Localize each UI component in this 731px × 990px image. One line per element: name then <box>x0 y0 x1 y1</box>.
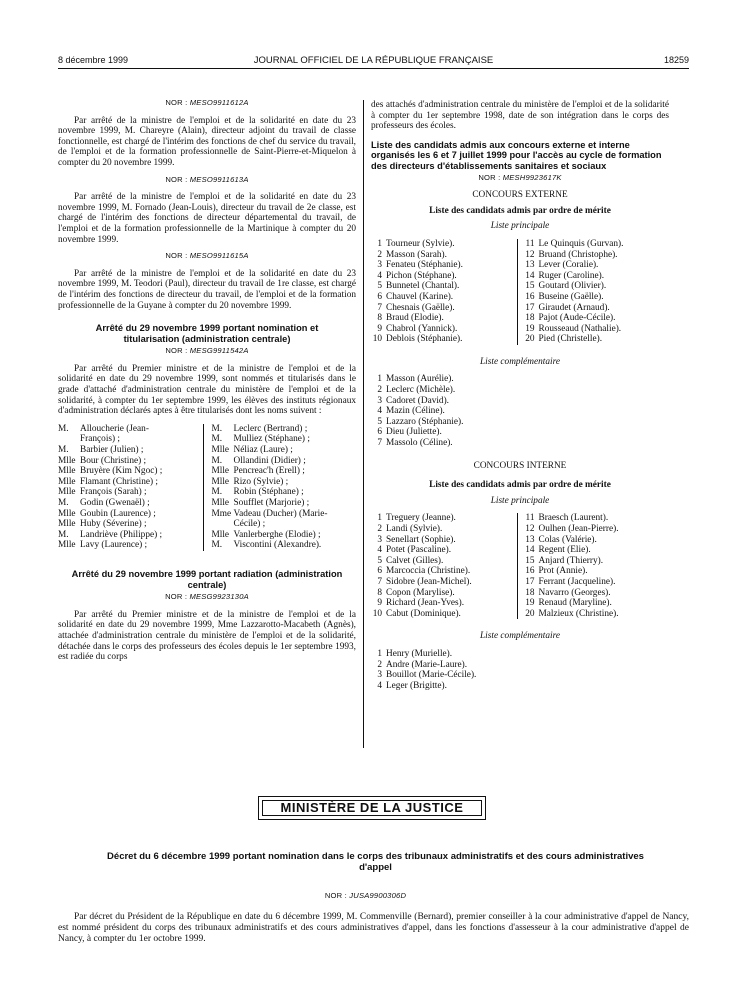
ranked-candidate <box>524 513 670 524</box>
nominee-row <box>212 456 357 467</box>
ranked-column-right <box>517 239 670 345</box>
ranked-candidate <box>371 324 517 335</box>
rank-number: 15 <box>525 281 535 292</box>
decision-paragraph: Par arrêté du Premier ministre et de la ministre de l'emploi et de la solidarité en date du 29 novembre 1999, sont nommés et titularisés dans le grade d'attaché d'administration centrale du ministère de l'emploi et de la solidarité, à compter du 1er septembre 1999, les élèves des instituts régionaux d'administration déclarés aptes à être titularisés dont les noms suivent : <box>58 363 356 417</box>
ranked-candidate <box>371 670 669 681</box>
ranked-candidate <box>524 588 670 599</box>
contest-label-internal: CONCOURS INTERNE <box>473 460 567 471</box>
candidate-name: Fenateu (Stéphanie). <box>386 260 463 271</box>
column-separator <box>363 100 364 748</box>
section-title: Liste des candidats admis aux concours externe et interne organisés les 6 et 7 juillet 1999 pour l'accès au cycle de formation des directeurs d'établissements sanitaires et sociaux <box>371 139 662 171</box>
ranked-candidate <box>371 535 517 546</box>
principal-list-label: Liste principale <box>490 495 550 506</box>
candidate-name: Treguery (Jeanne). <box>386 513 456 524</box>
ranked-candidate <box>371 292 517 303</box>
rank-number: 6 <box>377 566 382 577</box>
candidate-name: Bruand (Christophe). <box>538 249 618 260</box>
nominee-title: M. <box>211 487 223 498</box>
candidate-name: Ferrant (Jacqueline). <box>538 576 616 587</box>
nominee-title: Mlle <box>58 487 76 498</box>
nominee-title: M. <box>58 498 69 508</box>
rank-number: 5 <box>377 555 382 566</box>
ranked-candidate <box>524 271 670 282</box>
rank-number: 14 <box>525 545 535 556</box>
nor-line: NOR : JUSA9900306D <box>324 891 407 900</box>
section-title: Arrêté du 29 novembre 1999 portant radiation (administration centrale) <box>71 568 343 590</box>
nominee-row <box>58 456 203 467</box>
decision-paragraph: Par arrêté de la ministre de l'emploi et de la solidarité en date du 23 novembre 1999, M. Fornado (Jean-Louis), directeur du travail de 2e classe, est chargé de l'intérim des fonctions de directeur départemental du travail, de l'emploi et de la formation professionnelle de la Martinique à compter du 20 novembre 1999. <box>58 192 356 245</box>
rank-number: 4 <box>377 270 382 281</box>
nominee-column-left <box>58 424 203 551</box>
candidate-name: Leger (Brigitte). <box>386 680 447 691</box>
nominee-name: Cécile) ; <box>233 519 266 530</box>
candidate-name: Malzieux (Christine). <box>538 608 619 619</box>
ranked-list <box>371 649 669 691</box>
candidate-name: Massolo (Céline). <box>386 438 453 449</box>
ranked-candidate <box>524 250 670 261</box>
nominee-name: Bruyère (Kim Ngoc) ; <box>80 466 163 477</box>
candidate-name: Dieu (Juliette). <box>386 427 442 438</box>
rank-number: 4 <box>377 406 382 417</box>
ranked-candidate <box>371 260 517 271</box>
contest-label-external: CONCOURS EXTERNE <box>472 190 568 201</box>
nominee-row <box>58 530 203 541</box>
candidate-name: Braesch (Laurent). <box>538 513 609 524</box>
decision-paragraph: Par arrêté de la ministre de l'emploi et de la solidarité en date du 23 novembre 1999, M. Chareyre (Alain), directeur adjoint du travail de classe fonctionnelle, est chargé de l'intérim des fonctions de chef du service du travail, de l'emploi et de la formation professionnelle de Saint-Pierre-et-Miquelon à compter du 20 novembre 1999. <box>58 115 356 168</box>
rank-number: 2 <box>377 524 382 534</box>
nominee-name: Goubin (Laurence) ; <box>80 508 156 519</box>
candidate-name: Chesnais (Gaëlle). <box>386 302 455 313</box>
ranked-candidate <box>371 427 669 438</box>
nominee-title: Mlle <box>211 466 230 477</box>
ranked-candidate <box>524 556 670 567</box>
ranked-candidate <box>371 577 517 588</box>
rank-number: 12 <box>525 249 535 260</box>
nominee-row <box>58 445 203 456</box>
candidate-name: Calvet (Gilles). <box>386 555 444 566</box>
ranked-candidate <box>371 545 517 556</box>
candidate-name: Pied (Christelle). <box>538 334 603 345</box>
candidate-name: Cabut (Dominique). <box>386 608 461 619</box>
decision-paragraph: Par arrêté de la ministre de l'emploi et de la solidarité en date du 23 novembre 1999, M. Teodori (Paul), directeur du travail de 1re classe, est chargé de l'intérim des fonctions de directeur du travail, de l'emploi et de la formation professionnelle de la Guyane à compter du 20 novembre 1999. <box>58 268 356 311</box>
ranked-candidate <box>524 577 670 588</box>
nominee-row <box>212 519 357 530</box>
rank-number: 13 <box>525 534 535 545</box>
ranked-candidate <box>371 556 517 567</box>
rank-number: 1 <box>377 513 382 524</box>
nominee-title: M. <box>58 445 69 456</box>
ranked-candidate <box>371 303 517 314</box>
rank-number: 11 <box>525 238 535 249</box>
ranked-list <box>371 513 669 619</box>
rank-number: 17 <box>525 302 535 313</box>
ranked-candidate <box>524 598 670 609</box>
nominee-row <box>212 477 357 488</box>
candidate-name: Marcoccia (Christine). <box>386 566 471 577</box>
nor-line: NOR : MESO9911615A <box>165 251 249 261</box>
ranked-candidate <box>371 239 517 250</box>
candidate-name: Cadoret (David). <box>386 395 449 406</box>
rank-number: 7 <box>377 576 382 587</box>
ranked-candidate <box>524 609 670 620</box>
nominee-title: Mlle <box>58 540 76 551</box>
candidate-name: Pichon (Stéphane). <box>386 270 457 281</box>
nominee-name: Lavy (Laurence) ; <box>80 540 148 551</box>
candidate-name: Chabrol (Yannick). <box>386 323 458 334</box>
candidate-name: Oulhen (Jean-Pierre). <box>538 524 619 534</box>
nominee-row <box>58 477 203 488</box>
nominee-name: Vanlerberghe (Elodie) ; <box>233 529 321 540</box>
candidate-name: Leclerc (Michèle). <box>386 385 456 396</box>
candidate-name: Prot (Annie). <box>538 566 588 577</box>
nominee-row <box>58 466 203 477</box>
ranked-candidate <box>524 260 670 271</box>
nominee-name: Robin (Stéphane) ; <box>233 487 304 498</box>
ranked-candidate <box>371 513 517 524</box>
candidate-name: Pajot (Aude-Cécile). <box>538 313 616 324</box>
ranked-column-left <box>371 649 669 691</box>
nor-code: MESG9911542A <box>189 346 249 356</box>
candidate-name: Braud (Elodie). <box>386 313 444 324</box>
ranked-candidate <box>371 438 669 449</box>
candidate-name: Regent (Elie). <box>538 545 591 556</box>
rank-number: 1 <box>377 238 382 249</box>
rank-number: 19 <box>525 323 535 334</box>
nominee-row <box>212 424 357 435</box>
rank-number: 20 <box>525 608 535 619</box>
nor-code: MESO9911613A <box>189 174 249 184</box>
nominee-name: Godin (Gwenaël) ; <box>80 498 150 508</box>
nominee-title: M. <box>211 540 223 551</box>
nominee-title: Mlle <box>211 476 230 487</box>
rank-number: 14 <box>525 270 535 281</box>
ranked-candidate <box>371 406 669 417</box>
candidate-name: Anjard (Thierry). <box>538 555 604 566</box>
rank-number: 1 <box>377 374 382 385</box>
candidate-name: Henry (Murielle). <box>386 648 453 659</box>
ranked-column-left <box>371 239 517 345</box>
rank-number: 4 <box>377 545 382 556</box>
rank-number: 10 <box>372 608 382 619</box>
nominee-row <box>212 466 357 477</box>
candidate-name: Giraudet (Arnaud). <box>538 302 610 313</box>
ranked-candidate <box>371 588 517 599</box>
nor-line: NOR : MESO9911612A <box>165 98 249 107</box>
ranked-candidate <box>524 324 670 335</box>
nominee-row <box>58 519 203 530</box>
ranked-candidate <box>524 239 670 250</box>
ranked-candidate <box>371 250 517 261</box>
header-date: 8 décembre 1999 <box>58 55 129 65</box>
candidate-name: Sidobre (Jean-Michel). <box>386 576 472 587</box>
candidate-name: Mazin (Céline). <box>386 406 445 417</box>
nominee-name: Flamant (Christine) ; <box>80 476 158 487</box>
rank-number: 18 <box>525 587 535 598</box>
ranked-candidate <box>371 385 669 396</box>
nominee-row <box>212 434 357 445</box>
candidate-name: Lever (Coralie). <box>538 260 599 271</box>
ranked-candidate <box>524 281 670 292</box>
rank-number: 6 <box>377 291 382 302</box>
candidate-name: Goutard (Olivier). <box>538 281 607 292</box>
nor-line: NOR : MESG9911542A <box>165 346 249 356</box>
nominee-title: M. <box>211 455 223 466</box>
nominee-column-right <box>203 424 357 551</box>
nominee-title <box>212 519 234 530</box>
ranked-candidate <box>524 292 670 303</box>
nominee-name: Bour (Christine) ; <box>80 455 147 466</box>
rank-number: 3 <box>377 534 382 545</box>
nominee-row <box>212 498 357 509</box>
nor-line: NOR : MESG9923130A <box>165 592 249 602</box>
ranked-list <box>371 374 669 448</box>
ranked-candidate <box>371 660 669 671</box>
ranked-column-left <box>371 374 669 448</box>
nominee-row <box>58 487 203 498</box>
ranked-candidate <box>524 303 670 314</box>
rank-number: 9 <box>377 598 382 609</box>
candidate-name: Chauvel (Karine). <box>386 291 454 302</box>
rank-number: 3 <box>377 395 382 406</box>
nominee-title: M. <box>58 529 69 540</box>
rank-number: 2 <box>377 385 382 396</box>
nominee-title: Mlle <box>211 529 230 540</box>
page-header <box>58 55 689 69</box>
nominee-title: Mlle <box>58 519 76 530</box>
nominee-title: M. <box>211 423 223 434</box>
rank-number: 7 <box>377 438 382 449</box>
ranked-candidate <box>371 598 517 609</box>
nominee-name: Landriève (Philippe) ; <box>80 529 163 540</box>
rank-number: 11 <box>525 513 535 524</box>
nominee-title: M. <box>211 434 223 445</box>
ranked-candidate <box>524 524 670 535</box>
candidate-name: Buseine (Gaëlle). <box>538 291 604 302</box>
ranked-candidate <box>371 396 669 407</box>
nominee-name: Vadeau (Ducher) (Marie- <box>233 508 328 519</box>
nominee-row <box>58 434 203 445</box>
rank-number: 8 <box>377 313 382 324</box>
nominee-row <box>212 487 357 498</box>
ranked-column-right <box>517 513 670 619</box>
nominee-row <box>212 530 357 541</box>
rank-number: 15 <box>525 555 535 566</box>
rank-number: 12 <box>525 524 535 534</box>
candidate-name: Le Quinquis (Gurvan). <box>538 238 624 249</box>
ranked-candidate <box>371 271 517 282</box>
nominee-row <box>212 509 357 520</box>
ranked-candidate <box>371 649 669 660</box>
nominee-row <box>212 540 357 551</box>
principal-list-label: Liste principale <box>490 221 550 232</box>
candidate-name: Ruger (Caroline). <box>538 270 605 281</box>
ranked-column-left <box>371 513 517 619</box>
complementary-list-label: Liste complémentaire <box>480 631 560 642</box>
rank-number: 3 <box>377 260 382 271</box>
nominee-name: Ollandini (Didier) ; <box>233 455 306 466</box>
header-rule <box>58 68 689 69</box>
rank-number: 20 <box>525 334 535 345</box>
rank-number: 10 <box>372 334 382 345</box>
ministry-heading: MINISTÈRE DE LA JUSTICE <box>258 796 486 820</box>
rank-number: 18 <box>525 313 535 324</box>
nominee-title: Mlle <box>211 498 230 508</box>
candidate-name: Bunnetel (Chantal). <box>386 281 460 292</box>
rank-number: 7 <box>377 302 382 313</box>
nominee-name: Pencreac'h (Erell) ; <box>233 466 305 477</box>
nor-code: JUSA9900306D <box>349 891 407 900</box>
ranked-candidate <box>371 313 517 324</box>
left-column <box>58 80 356 663</box>
nor-line: NOR : MESH9923617K <box>478 172 562 182</box>
nominee-name: Mulliez (Stéphane) ; <box>233 434 310 445</box>
candidate-name: Lazzaro (Stéphanie). <box>386 416 464 427</box>
rank-number: 3 <box>377 670 382 681</box>
nominee-name: Soufflet (Marjorie) ; <box>233 498 310 508</box>
nominee-list <box>58 424 356 551</box>
ranked-candidate <box>524 313 670 324</box>
nominee-title: Mme <box>211 508 232 519</box>
nominee-row <box>58 540 203 551</box>
rank-number: 5 <box>377 416 382 427</box>
nor-code: MESO9911612A <box>189 98 249 107</box>
candidate-name: Senellart (Sophie). <box>386 534 456 545</box>
nominee-name: François (Sarah) ; <box>80 487 147 498</box>
right-column <box>371 100 669 691</box>
nominee-title: Mlle <box>58 508 76 519</box>
ranked-candidate <box>371 417 669 428</box>
decree-title: Décret du 6 décembre 1999 portant nomination dans le corps des tribunaux administratifs et des cours administratives d'appel <box>107 851 644 873</box>
nor-code: MESO9911615A <box>189 251 249 261</box>
nominee-name: Leclerc (Bertrand) ; <box>233 423 308 434</box>
decision-paragraph: Par arrêté du Premier ministre et de la ministre de l'emploi et de la solidarité en date du 29 novembre 1999, Mme Lazzarotto-Macabeth (Agnès), attachée d'administration centrale du ministère de l'emploi et de la solidarité, détachée dans le corps des professeurs des écoles depuis le 1er septembre 1993, est radiée du corps <box>58 609 356 663</box>
rank-number: 16 <box>525 291 535 302</box>
merit-list-heading: Liste des candidats admis par ordre de mérite <box>429 205 611 216</box>
nominee-name: Néliaz (Laure) ; <box>233 445 293 456</box>
rank-number: 1 <box>377 648 382 659</box>
ranked-candidate <box>524 535 670 546</box>
candidate-name: Rousseaud (Nathalie). <box>538 323 622 334</box>
candidate-name: Bouillot (Marie-Cécile). <box>386 670 477 681</box>
ranked-candidate <box>524 334 670 345</box>
nominee-title <box>58 434 80 445</box>
rank-number: 13 <box>525 260 535 271</box>
nominee-name: Barbier (Julien) ; <box>80 445 144 456</box>
header-journal: JOURNAL OFFICIEL DE LA RÉPUBLIQUE FRANÇAISE <box>253 55 494 66</box>
ranked-candidate <box>524 566 670 577</box>
nominee-row <box>58 509 203 520</box>
nominee-title: Mlle <box>211 445 230 456</box>
section-title: Arrêté du 29 novembre 1999 portant nomination et titularisation (administration centrale) <box>95 323 319 344</box>
ranked-candidate <box>371 281 517 292</box>
merit-list-heading: Liste des candidats admis par ordre de mérite <box>429 480 611 491</box>
decree-paragraph: Par décret du Président de la République en date du 6 décembre 1999, M. Commenville (Bernard), premier conseiller à la cour administrative d'appel de Nancy, est nommé président du corps des tribunaux administratifs et des cours administratives d'appel, dans les fonctions d'assesseur à la cour administrative d'appel de Nancy, à compter du 1er octobre 1999. <box>58 912 689 944</box>
rank-number: 6 <box>377 427 382 438</box>
ranked-candidate <box>371 566 517 577</box>
rank-number: 2 <box>377 659 382 670</box>
nominee-name: Huby (Séverine) ; <box>80 519 147 530</box>
candidate-name: Deblois (Stéphanie). <box>386 334 463 345</box>
nominee-title: Mlle <box>58 466 76 477</box>
candidate-name: Tourneur (Sylvie). <box>386 238 455 249</box>
candidate-name: Masson (Aurélie). <box>386 374 454 385</box>
nominee-row <box>212 445 357 456</box>
nominee-name: Viscontini (Alexandre). <box>233 540 322 551</box>
rank-number: 2 <box>377 249 382 260</box>
nor-line: NOR : MESO9911613A <box>165 174 249 184</box>
ranked-list <box>371 239 669 345</box>
candidate-name: Copon (Marylise). <box>386 587 455 598</box>
header-page-number: 18259 <box>663 55 689 65</box>
ranked-candidate <box>371 374 669 385</box>
ranked-candidate <box>371 609 517 620</box>
rank-number: 19 <box>525 598 535 609</box>
nominee-row <box>58 498 203 509</box>
candidate-name: Renaud (Maryline). <box>538 598 612 609</box>
candidate-name: Andre (Marie-Laure). <box>386 659 468 670</box>
rank-number: 8 <box>377 587 382 598</box>
candidate-name: Masson (Sarah). <box>386 249 447 260</box>
rank-number: 9 <box>377 323 382 334</box>
ranked-candidate <box>524 545 670 556</box>
ranked-candidate <box>371 524 517 535</box>
candidate-name: Landi (Sylvie). <box>386 524 443 534</box>
nominee-name: François) ; <box>80 434 121 445</box>
candidate-name: Colas (Valérie). <box>538 534 597 545</box>
complementary-list-label: Liste complémentaire <box>480 356 560 367</box>
nominee-name: Alloucherie (Jean- <box>80 423 149 434</box>
nominee-title: Mlle <box>58 476 76 487</box>
continued-paragraph: des attachés d'administration centrale du ministère de l'emploi et de la solidarité à compter du 1er septembre 1998, date de son intégration dans le corps des professeurs des écoles. <box>371 100 669 132</box>
rank-number: 5 <box>377 281 382 292</box>
rank-number: 4 <box>377 680 382 691</box>
nominee-title: Mlle <box>58 455 76 466</box>
rank-number: 17 <box>525 576 535 587</box>
candidate-name: Richard (Jean-Yves). <box>386 598 465 609</box>
candidate-name: Potet (Pascaline). <box>386 545 452 556</box>
ranked-candidate <box>371 334 517 345</box>
candidate-name: Navarro (Georges). <box>538 587 611 598</box>
nor-code: MESG9923130A <box>189 592 249 602</box>
ranked-candidate <box>371 681 669 692</box>
nominee-title: M. <box>58 423 69 434</box>
nor-code: MESH9923617K <box>502 172 562 182</box>
nominee-name: Rizo (Sylvie) ; <box>233 476 289 487</box>
rank-number: 16 <box>525 566 535 577</box>
nominee-row <box>58 424 203 435</box>
